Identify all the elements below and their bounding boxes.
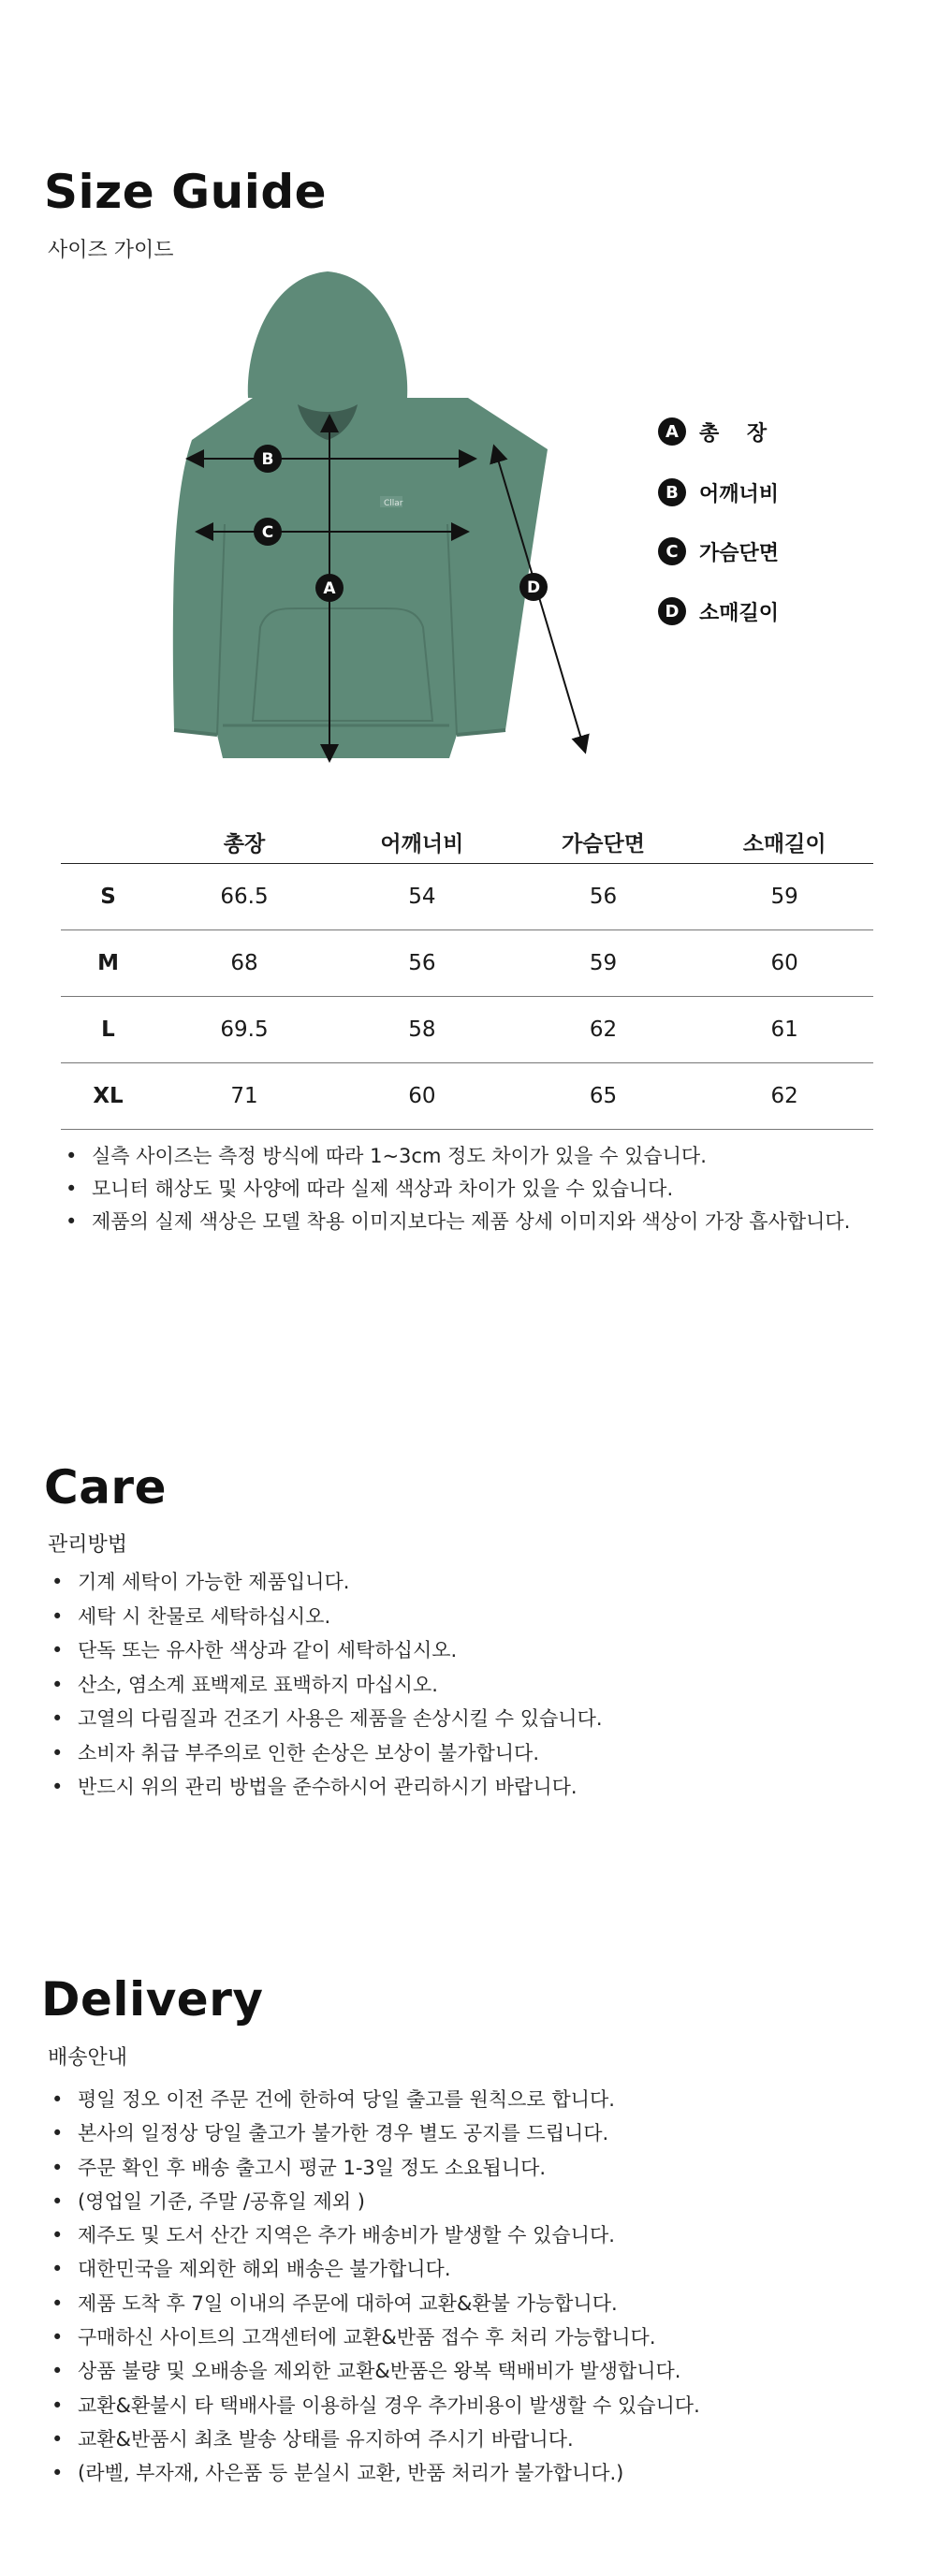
legend-label: 어깨너비	[699, 482, 780, 506]
list-item: • 제주도 및 도서 산간 지역은 추가 배송비가 발생할 수 있습니다.	[42, 2218, 700, 2252]
delivery-title: Delivery	[41, 1972, 264, 2027]
legend-label: 소매길이	[699, 601, 780, 625]
table-cell: 65	[511, 1063, 696, 1130]
table-row	[61, 930, 873, 997]
list-item: • 구매하신 사이트의 고객센터에 교환&반품 접수 후 처리 가능합니다.	[42, 2320, 700, 2354]
legend-label: 가슴단면	[699, 541, 780, 565]
legend-item-b	[658, 476, 779, 508]
size-guide-subtitle: 사이즈 가이드	[48, 239, 174, 262]
badge-c	[254, 518, 282, 546]
list-item: • (라벨, 부자재, 사은품 등 분실시 교환, 반품 처리가 불가합니다.)	[42, 2456, 700, 2490]
legend-item-c	[658, 535, 779, 567]
table-cell: 59	[511, 930, 696, 997]
delivery-list	[42, 2083, 700, 2491]
table-cell: 60	[333, 1063, 511, 1130]
care-list	[42, 1565, 603, 1805]
table-header-row	[61, 820, 873, 864]
list-item: • 모니터 해상도 및 사양에 따라 실제 색상과 차이가 있을 수 있습니다.	[56, 1173, 850, 1206]
legend-badge: B	[658, 478, 686, 506]
table-cell: 59	[695, 864, 873, 930]
table-cell: 60	[695, 930, 873, 997]
list-item: • 소비자 취급 부주의로 인한 손상은 보상이 불가합니다.	[42, 1736, 603, 1771]
size-table	[61, 820, 873, 1130]
legend-badge: A	[658, 417, 686, 446]
table-header: 총장	[155, 820, 333, 864]
table-cell: 54	[333, 864, 511, 930]
legend-label: 총 장	[699, 421, 768, 446]
badge-d	[519, 573, 548, 601]
badge-b	[254, 445, 282, 473]
care-subtitle: 관리방법	[48, 1533, 128, 1557]
list-item: • (영업일 기준, 주말 /공휴일 제외 )	[42, 2185, 700, 2218]
table-cell: 66.5	[155, 864, 333, 930]
list-item: • 교환&반품시 최초 발송 상태를 유지하여 주시기 바랍니다.	[42, 2422, 700, 2456]
legend-item-d	[658, 595, 779, 627]
list-item: • 단독 또는 유사한 색상과 같이 세탁하십시오.	[42, 1633, 603, 1668]
svg-text:D: D	[526, 578, 541, 597]
table-header: 어깨너비	[333, 820, 511, 864]
table-header: 가슴단면	[511, 820, 696, 864]
badge-a	[315, 574, 344, 602]
list-item: • 고열의 다림질과 건조기 사용은 제품을 손상시킬 수 있습니다.	[42, 1702, 603, 1736]
list-item: • 상품 불량 및 오배송을 제외한 교환&반품은 왕복 택배비가 발생합니다.	[42, 2354, 700, 2388]
table-cell: 62	[511, 997, 696, 1063]
table-row	[61, 1063, 873, 1130]
delivery-subtitle: 배송안내	[48, 2046, 128, 2070]
size-cell: M	[61, 930, 155, 997]
list-item: • 주문 확인 후 배송 출고시 평균 1-3일 정도 소요됩니다.	[42, 2151, 700, 2185]
size-cell: S	[61, 864, 155, 930]
size-cell: XL	[61, 1063, 155, 1130]
list-item: • 기계 세탁이 가능한 제품입니다.	[42, 1565, 603, 1600]
list-item: • 제품 도착 후 7일 이내의 주문에 대하여 교환&환불 가능합니다.	[42, 2287, 700, 2320]
table-cell: 56	[333, 930, 511, 997]
table-cell: 61	[695, 997, 873, 1063]
size-guide-title: Size Guide	[44, 165, 328, 219]
table-cell: 69.5	[155, 997, 333, 1063]
size-notes	[56, 1140, 850, 1238]
table-cell: 71	[155, 1063, 333, 1130]
list-item: • 본사의 일정상 당일 출고가 불가한 경우 별도 공지를 드립니다.	[42, 2116, 700, 2150]
list-item: • 산소, 염소계 표백제로 표백하지 마십시오.	[42, 1668, 603, 1703]
list-item: • 실측 사이즈는 측정 방식에 따라 1~3cm 정도 차이가 있을 수 있습니다.	[56, 1140, 850, 1173]
list-item: • 교환&환불시 타 택배사를 이용하실 경우 추가비용이 발생할 수 있습니다.	[42, 2389, 700, 2422]
svg-text:C: C	[261, 523, 274, 542]
table-cell: 62	[695, 1063, 873, 1130]
legend-badge: D	[658, 597, 686, 625]
table-header: 소매길이	[695, 820, 873, 864]
table-row	[61, 864, 873, 930]
hoodie-illustration	[150, 267, 599, 777]
table-cell: 56	[511, 864, 696, 930]
table-header	[61, 820, 155, 864]
list-item: • 반드시 위의 관리 방법을 준수하시어 관리하시기 바랍니다.	[42, 1770, 603, 1805]
table-cell: 58	[333, 997, 511, 1063]
svg-text:Cllar: Cllar	[384, 499, 403, 508]
table-row	[61, 997, 873, 1063]
svg-text:A: A	[323, 579, 336, 598]
list-item: • 대한민국을 제외한 해외 배송은 불가합니다.	[42, 2252, 700, 2286]
svg-text:B: B	[261, 450, 274, 469]
list-item: • 제품의 실제 색상은 모델 착용 이미지보다는 제품 상세 이미지와 색상이 가장 흡사합니다.	[56, 1206, 850, 1238]
size-cell: L	[61, 997, 155, 1063]
table-cell: 68	[155, 930, 333, 997]
legend-badge: C	[658, 537, 686, 565]
care-title: Care	[44, 1460, 168, 1515]
list-item: • 평일 정오 이전 주문 건에 한하여 당일 출고를 원칙으로 합니다.	[42, 2083, 700, 2116]
list-item: • 세탁 시 찬물로 세탁하십시오.	[42, 1600, 603, 1634]
legend-item-a	[658, 416, 767, 447]
